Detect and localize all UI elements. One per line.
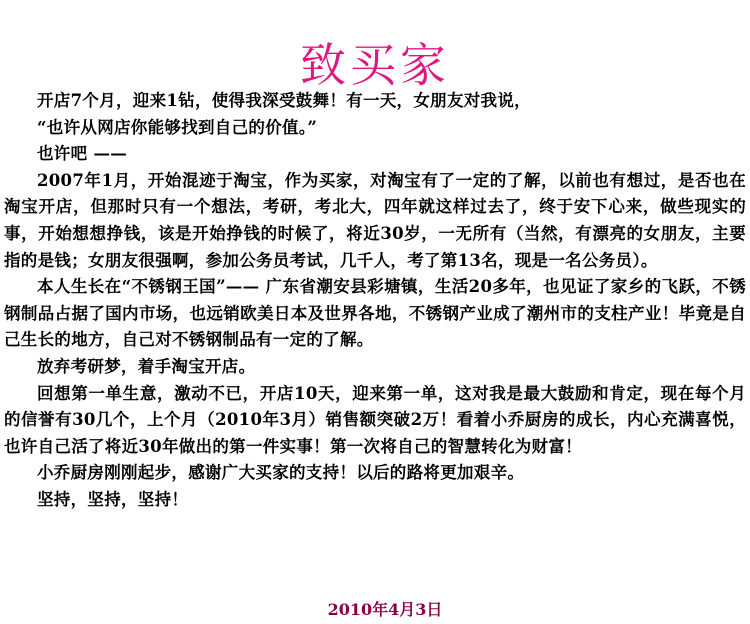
paragraph-first-order: 回想第一单生意，激动不已，开店10天，迎来第一单，这对我是最大鼓励和肯定，现在每个月的信誉有30几个，上个月（2010年3月）销售额突破2万！看着小乔厨房的成长，内心充满喜悦，也许自己活了将近30年做出的第一件实事！第一次将自己的智慧转化为财富！: [4, 383, 746, 456]
paragraph-persist: 坚持，坚持，坚持！: [37, 489, 189, 509]
paragraph-quote: “也许从网店你能够找到自己的价值。”: [37, 117, 318, 137]
paragraph-hometown: 本人生长在“不锈钢王国”—— 广东省潮安县彩塘镇，生活20多年，也见证了家乡的飞跃，不锈钢制品占据了国内市场，也远销欧美日本及世界各地，不锈钢产业成了潮州市的支柱产业！毕竟是自己生长的地方，自己对不锈钢制品有一定的了解。: [4, 277, 746, 350]
paragraph-thanks: 小乔厨房刚刚起步，感谢广大买家的支持！以后的路将更加艰辛。: [37, 463, 525, 483]
paragraph-decision: 放弃考研梦，着手淘宝开店。: [37, 356, 256, 376]
paragraph-maybe: 也许吧 ——: [37, 144, 128, 164]
paragraph-history: 2007年1月，开始混迹于淘宝，作为买家，对淘宝有了一定的了解，以前也有想过，是否也在淘宝开店，但那时只有一个想法，考研，考北大，四年就这样过去了，终于安下心来，做些现实的事，开始想想挣钱，该是开始挣钱的时候了，将近30岁，一无所有（当然，有漂亮的女朋友，主要指的是钱；女朋友很强啊，参加公务员考试，几千人，考了第13名，现是一名公务员）。: [4, 170, 746, 270]
letter-title: 致买家: [300, 37, 450, 92]
paragraph-opening: 开店7个月，迎来1钻，使得我深受鼓舞！有一天，女朋友对我说，: [37, 91, 531, 110]
letter-body: [4, 88, 746, 514]
letter-date: 2010年4月3日: [327, 600, 443, 619]
